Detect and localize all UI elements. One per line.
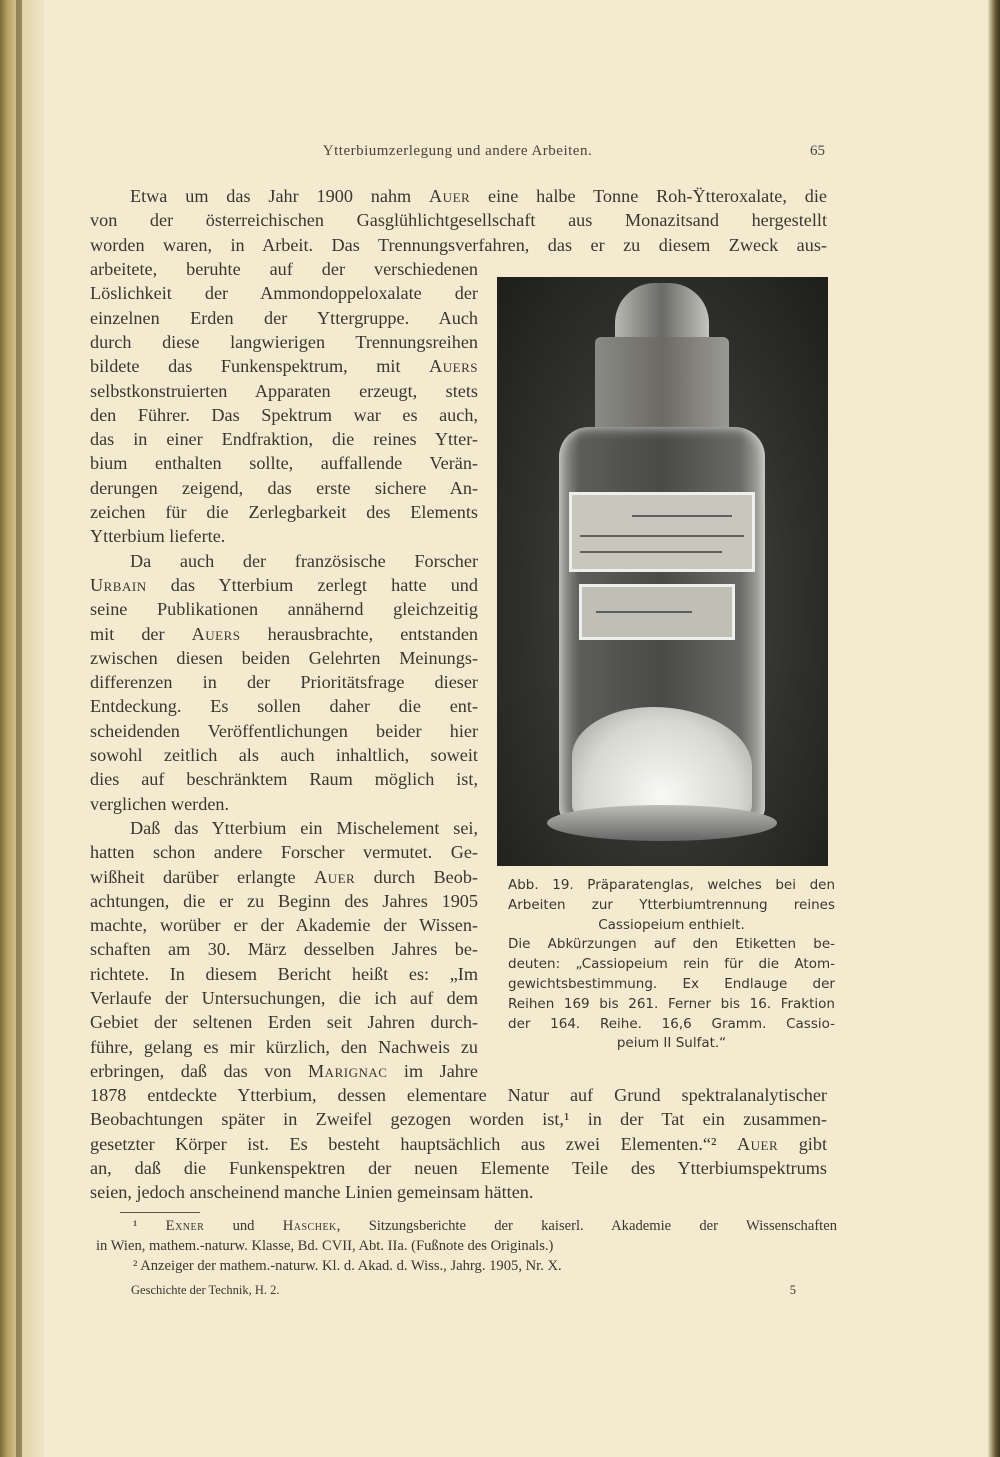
page-footer [131, 1283, 796, 1298]
text-line [90, 1180, 827, 1204]
line-segment: gesetzter Körper ist. Es besteht hauptsächlich aus zwei Elementen.“² [90, 1133, 737, 1154]
author-name: Exner [165, 1218, 205, 1234]
line-segment: zwischen diesen beiden Gelehrten Meinungs- [90, 647, 478, 668]
line-segment: dies auf beschränktem Raum möglich ist, [90, 769, 478, 790]
sheet-number: 5 [789, 1283, 796, 1297]
caption-line: Arbeiten zur Ytterbiumtrennung reines [508, 896, 835, 913]
line-segment: mit der [90, 623, 192, 644]
line-segment: gibt [778, 1133, 827, 1154]
jar-label-handwritten [569, 492, 755, 572]
text-line [90, 306, 478, 330]
text-line [90, 500, 478, 524]
line-segment: Entdeckung. Es sollen daher die ent- [90, 696, 478, 717]
text-line [90, 840, 478, 864]
line-segment: derungen zeigend, das erste sichere An- [90, 477, 478, 498]
text-line [90, 694, 478, 718]
caption-line: Abb. 19. Präparatenglas, welches bei den [508, 877, 835, 893]
text-line [90, 573, 478, 597]
line-segment: , Sitzungsberichte der kaiserl. Akademie der Wissenschaften [336, 1218, 838, 1234]
line-segment: arbeitete, beruhte auf der verschiedenen [90, 259, 478, 279]
line-segment: scheidenden Veröffentlichungen beider hier [90, 720, 478, 741]
text-line [90, 889, 478, 913]
line-segment: in Wien, mathem.-naturw. Klasse, Bd. CVII, Abt. IIa. (Fußnote des Originals.) [96, 1238, 554, 1254]
line-segment: den Führer. Das Spektrum war es auch, [90, 404, 478, 425]
text-line [90, 1156, 827, 1180]
line-segment: worden waren, in Arbeit. Das Trennungsverfahren, das er zu diesem Zweck aus- [90, 234, 827, 255]
line-segment: durch diese langwierigen Trennungsreihen [90, 331, 478, 352]
line-segment: an, daß die Funkenspektren der neuen Elemente Teile des Ytterbiumspektrums [90, 1157, 827, 1178]
line-segment: und [204, 1218, 283, 1234]
line-segment: herausbrachte, entstanden [240, 623, 478, 644]
caption-line: peium II Sulfat.“ [616, 1035, 727, 1052]
author-name: Urbain [90, 574, 147, 595]
text-line [90, 622, 478, 646]
text-line [90, 403, 478, 427]
author-name: Auer [314, 866, 356, 887]
line-segment: erbringen, daß das von [90, 1060, 309, 1081]
text-line [90, 937, 478, 961]
line-segment: seien, jedoch anscheinend manche Linien gemeinsam hätten. [90, 1182, 534, 1203]
line-segment: verglichen werden. [90, 793, 230, 814]
line-segment: wißheit darüber erlangte [90, 866, 315, 887]
caption-line: deuten: „Cassiopeium rein für die Atom- [508, 956, 835, 973]
figure-photo-specimen-jar [497, 277, 828, 866]
caption-line: der 164. Reihe. 16,6 Gramm. Cassio- [508, 1015, 835, 1032]
line-segment: 1878 entdeckte Ytterbium, dessen elementare Natur auf Grund spektralanalytischer [90, 1085, 827, 1105]
author-name: Auer [737, 1133, 779, 1154]
caption-line: gewichtsbestimmung. Ex Endlauge der [508, 975, 835, 992]
caption-line: Reihen 169 bis 261. Ferner bis 16. Fraktion [508, 995, 835, 1012]
text-line [90, 792, 478, 816]
line-segment: zeichen für die Zerlegbarkeit des Elements [90, 502, 478, 522]
text-line [90, 427, 478, 451]
running-title: Ytterbiumzerlegung und andere Arbeiten. [322, 143, 593, 159]
text-line [133, 1216, 837, 1236]
line-segment: selbstkonstruierten Apparaten erzeugt, stets [90, 380, 478, 401]
author-name: Haschek [282, 1218, 337, 1234]
text-line [90, 1107, 827, 1131]
line-segment: ² Anzeiger der mathem.-naturw. Kl. d. Akad. d. Wiss., Jahrg. 1905, Nr. X. [133, 1258, 562, 1274]
text-line [90, 1132, 827, 1156]
line-segment: Verlaufe der Untersuchungen, die ich auf dem [90, 988, 478, 1008]
line-segment: Etwa um das Jahr 1900 nahm [130, 186, 430, 206]
line-segment: durch Beob- [355, 866, 478, 887]
text-line [90, 1035, 478, 1059]
line-segment: das in einer Endfraktion, die reines Ytter- [90, 429, 478, 450]
caption-line: Die Abkürzungen auf den Etiketten be- [508, 936, 835, 953]
page-number: 65 [810, 143, 825, 159]
text-line [90, 767, 478, 791]
text-line [90, 597, 478, 621]
text-line [90, 1010, 478, 1034]
line-segment: Ytterbium lieferte. [90, 526, 226, 547]
text-line [90, 865, 478, 889]
author-name: Marignac [308, 1060, 388, 1081]
line-segment: führe, gelang es mir kürzlich, den Nachweis zu [90, 1036, 478, 1057]
text-line [90, 476, 478, 500]
text-line [90, 379, 478, 403]
text-line [133, 1256, 874, 1276]
text-line [96, 1236, 837, 1256]
text-line [90, 184, 827, 208]
line-segment: Löslichkeit der Ammondoppeloxalate der [90, 283, 478, 304]
jar-neck [595, 337, 729, 437]
line-segment: ¹ [133, 1218, 166, 1234]
text-line [90, 743, 478, 767]
text-line [90, 913, 478, 937]
line-segment: schaften am 30. März desselben Jahres be- [90, 939, 478, 960]
line-segment: hatten schon andere Forscher vermutet. Ge- [90, 842, 478, 863]
text-line [90, 549, 478, 573]
line-segment: Beobachtungen später in Zweifel gezogen worden ist,¹ in der Tat ein zusammen- [90, 1109, 827, 1130]
line-segment: Da auch der französische Forscher [130, 550, 478, 571]
text-line [90, 257, 478, 281]
footnote-rule [120, 1212, 200, 1213]
text-line [90, 208, 827, 232]
caption-line: Cassiopeium enthielt. [598, 916, 745, 933]
jar-stopper [615, 283, 709, 345]
author-name: Auers [191, 623, 241, 644]
author-name: Auer [429, 186, 471, 206]
text-line [90, 719, 478, 743]
text-line [90, 330, 478, 354]
text-line [90, 524, 478, 548]
line-segment: achtungen, die er zu Beginn des Jahres 1905 [90, 890, 478, 911]
book-binding-edge [0, 0, 44, 1457]
line-segment: bium enthalten sollte, auffallende Verän- [90, 453, 478, 474]
text-line [90, 354, 478, 378]
page-right-edge [988, 0, 1000, 1457]
text-line [90, 646, 478, 670]
text-line [90, 1083, 827, 1107]
line-segment: differenzen in der Prioritätsfrage dieser [90, 672, 478, 693]
text-line [90, 986, 478, 1010]
line-segment: eine halbe Tonne Roh-Ÿtteroxalate, die [470, 186, 827, 206]
line-segment: bildete das Funkenspektrum, mit [90, 356, 430, 377]
line-segment: von der österreichischen Gasglühlichtgesellschaft aus Monazitsand hergestellt [90, 210, 827, 231]
text-line [90, 816, 478, 840]
jar-label-sulfat [579, 584, 735, 640]
text-line [90, 233, 827, 257]
sheet-signature: Geschichte der Technik, H. 2. [131, 1283, 280, 1297]
line-segment: im Jahre [387, 1060, 478, 1081]
text-line [90, 670, 478, 694]
line-segment: seine Publikationen annähernd gleichzeitig [90, 599, 478, 620]
text-line [90, 1059, 478, 1083]
line-segment: Daß das Ytterbium ein Mischelement sei, [130, 817, 478, 838]
line-segment: Gebiet der seltenen Erden seit Jahren durch- [90, 1012, 478, 1033]
line-segment: das Ytterbium zerlegt hatte und [146, 574, 478, 595]
line-segment: machte, worüber er der Akademie der Wissen- [90, 915, 478, 936]
text-line [90, 962, 478, 986]
spine-shadow [16, 0, 22, 1457]
jar-base [547, 805, 777, 841]
line-segment: einzelnen Erden der Yttergruppe. Auch [90, 307, 478, 328]
line-segment: richtete. In diesem Bericht heißt es: „Im [90, 963, 478, 984]
author-name: Auers [429, 356, 478, 377]
figure-caption [508, 876, 835, 1054]
line-segment: sowohl zeitlich als auch inhaltlich, soweit [90, 745, 478, 765]
text-line [90, 281, 478, 305]
text-line [90, 451, 478, 475]
